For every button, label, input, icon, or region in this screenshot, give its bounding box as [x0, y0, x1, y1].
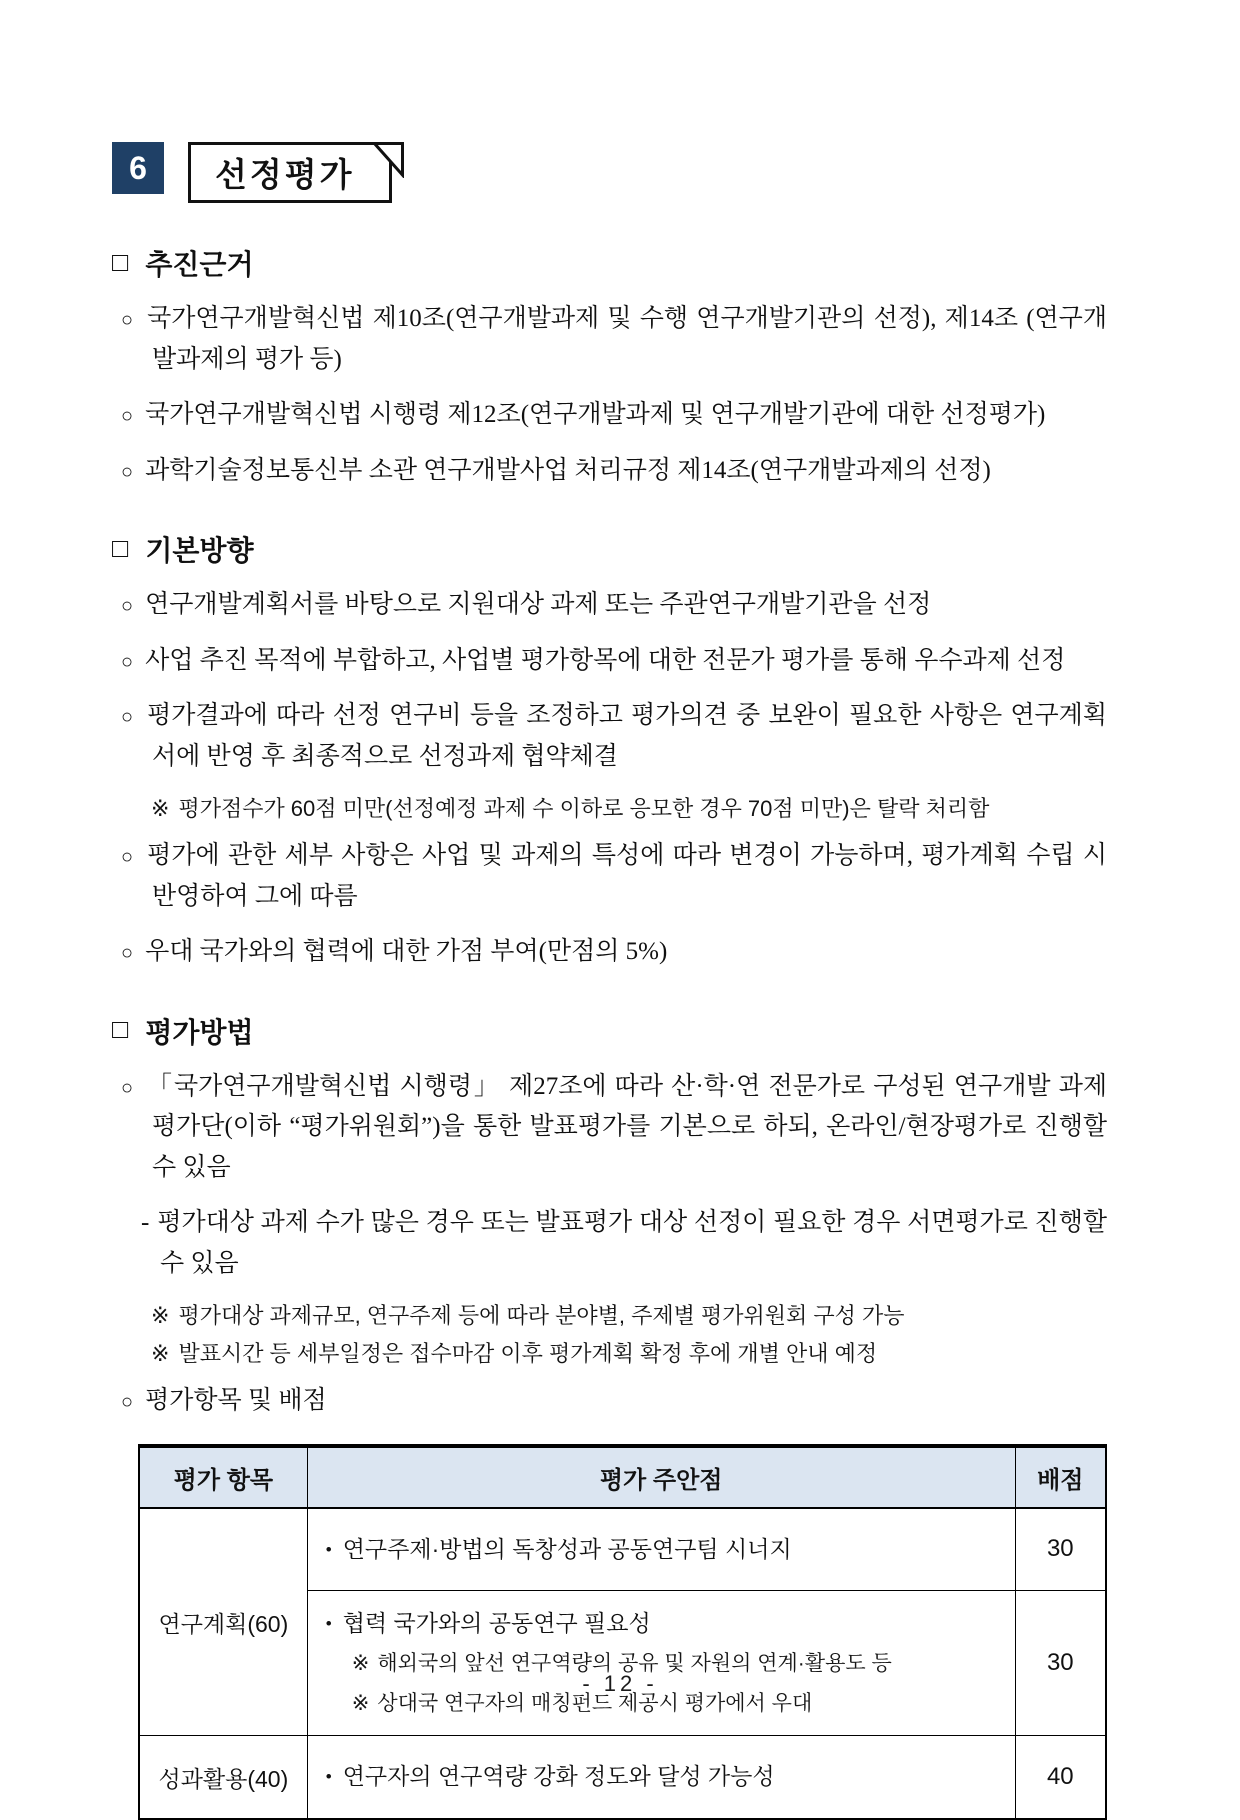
circle-bullet-icon: ○ — [121, 846, 136, 869]
note-mark-icon: ※ — [351, 1691, 370, 1715]
dot-bullet-icon: • — [325, 1614, 332, 1634]
section-method — [110, 1011, 1107, 1422]
item-label-cell: 성과활용(40) — [139, 1736, 307, 1819]
focus-bullet-line — [326, 1533, 997, 1566]
circle-bullet-icon: ○ — [121, 405, 134, 427]
list-item — [110, 836, 1107, 917]
score-cell: 30 — [1015, 1508, 1106, 1591]
list-item-text: 평가에 관한 세부 사항은 사업 및 과제의 특성에 따라 변경이 가능하며, 평가계획 수립 시 반영하여 그에 따름 — [147, 842, 1107, 910]
circle-bullet-icon: ○ — [121, 595, 134, 617]
focus-bullet-line — [326, 1760, 997, 1793]
square-bullet-icon: □ — [112, 1014, 129, 1045]
section-header — [112, 142, 1107, 203]
reference-note-text: 평가점수가 60점 미만(선정예정 과제 수 이하로 응모한 경우 70점 미만)은 탈락 처리함 — [178, 796, 990, 821]
list-item-text: 국가연구개발혁신법 제10조(연구개발과제 및 수행 연구개발기관의 선정), 제14조 (연구개발과제의 평가 등) — [147, 305, 1107, 373]
reference-note — [110, 1299, 1107, 1333]
item-label-cell: 연구계획(60) — [139, 1508, 307, 1736]
focus-note-text: 상대국 연구자의 매칭펀드 제공시 평가에서 우대 — [377, 1691, 813, 1715]
circle-bullet-icon: ○ — [121, 309, 136, 331]
reference-note — [110, 1337, 1107, 1371]
circle-bullet-icon: ○ — [121, 1076, 136, 1099]
note-mark-icon: ※ — [151, 1341, 170, 1367]
section-basis-heading — [112, 243, 1107, 283]
list-item-text: 우대 국가와의 협력에 대한 가점 부여(만점의 5%) — [145, 938, 668, 966]
section-method-heading — [112, 1011, 1107, 1051]
score-cell: 30 — [1015, 1591, 1106, 1736]
focus-text: 연구주제·방법의 독창성과 공동연구팀 시너지 — [342, 1535, 792, 1562]
section-number: 6 — [129, 149, 147, 186]
list-item-text: 평가항목 및 배점 — [145, 1387, 327, 1415]
column-header-focus: 평가 주안점 — [307, 1446, 1015, 1508]
section-direction — [110, 529, 1107, 973]
dot-bullet-icon: • — [325, 1539, 332, 1559]
note-mark-icon: ※ — [151, 796, 170, 821]
focus-cell — [307, 1508, 1015, 1591]
section-title: 선정평가 — [215, 156, 355, 193]
list-item-text: 사업 추진 목적에 부합하고, 사업별 평가항목에 대한 전문가 평가를 통해 우수과제 선정 — [145, 646, 1066, 674]
evaluation-table-wrap — [138, 1444, 1107, 1820]
reference-note-text: 평가대상 과제규모, 연구주제 등에 따라 분야별, 주제별 평가위원회 구성 가능 — [178, 1303, 905, 1329]
section-title-box — [188, 142, 392, 203]
sub-list-item-text: 평가대상 과제 수가 많은 경우 또는 발표평가 대상 선정이 필요한 경우 서면평가로 진행할 수 있음 — [157, 1209, 1107, 1277]
focus-text: 연구자의 연구역량 강화 정도와 달성 가능성 — [342, 1763, 775, 1790]
note-mark-icon: ※ — [351, 1652, 370, 1676]
square-bullet-icon: □ — [112, 532, 129, 563]
section-number-badge — [112, 142, 164, 194]
column-header-item: 평가 항목 — [139, 1446, 307, 1508]
list-item — [110, 1067, 1107, 1189]
dash-bullet-icon: - — [141, 1209, 150, 1237]
list-item-text: 「국가연구개발혁신법 시행령」 제27조에 따라 산·학·연 전문가로 구성된 연구개발 과제평가단(이하 “평가위원회”)을 통한 발표평가를 기본으로 하되, 온라인/현장평가로 진행할 수 있음 — [147, 1072, 1107, 1181]
table-row — [139, 1736, 1106, 1819]
score-cell: 40 — [1015, 1736, 1106, 1819]
focus-cell — [307, 1736, 1015, 1819]
list-item — [110, 641, 1107, 682]
table-header-row — [139, 1446, 1106, 1508]
folded-corner-icon — [373, 142, 404, 178]
list-item — [110, 299, 1107, 380]
evaluation-table — [138, 1444, 1107, 1820]
circle-bullet-icon: ○ — [121, 1391, 134, 1414]
circle-bullet-icon: ○ — [121, 942, 134, 965]
column-header-score: 배점 — [1015, 1446, 1106, 1508]
table-row — [139, 1508, 1106, 1591]
section-heading-label: 평가방법 — [145, 1017, 254, 1049]
list-item — [110, 1381, 1107, 1422]
list-item-text: 과학기술정보통신부 소관 연구개발사업 처리규정 제14조(연구개발과제의 선정) — [145, 456, 991, 484]
section-heading-label: 추진근거 — [145, 250, 254, 281]
note-mark-icon: ※ — [151, 1303, 170, 1329]
list-item — [110, 696, 1107, 777]
section-basis — [110, 243, 1107, 491]
list-item — [110, 395, 1107, 436]
section-direction-heading — [112, 529, 1107, 569]
sub-list-item — [110, 1203, 1107, 1284]
focus-bullet-line — [326, 1607, 997, 1640]
circle-bullet-icon: ○ — [121, 706, 136, 728]
list-item — [110, 451, 1107, 492]
list-item-text: 국가연구개발혁신법 시행령 제12조(연구개발과제 및 연구개발기관에 대한 선정평가) — [145, 401, 1046, 428]
section-heading-label: 기본방향 — [145, 536, 254, 567]
page-number: - 12 - — [582, 1671, 658, 1696]
focus-cell — [307, 1591, 1015, 1736]
reference-note — [110, 792, 1107, 826]
circle-bullet-icon: ○ — [121, 650, 134, 673]
focus-text: 협력 국가와의 공동연구 필요성 — [342, 1610, 651, 1637]
focus-note-text: 해외국의 앞선 연구역량의 공유 및 자원의 연계·활용도 등 — [377, 1652, 892, 1676]
reference-note-text: 발표시간 등 세부일정은 접수마감 이후 평가계획 확정 후에 개별 안내 예정 — [178, 1341, 878, 1367]
list-item — [110, 585, 1107, 626]
list-item-text: 연구개발계획서를 바탕으로 지원대상 과제 또는 주관연구개발기관을 선정 — [145, 591, 932, 618]
circle-bullet-icon: ○ — [121, 460, 134, 483]
list-item-text: 평가결과에 따라 선정 연구비 등을 조정하고 평가의견 중 보완이 필요한 사항은 연구계획서에 반영 후 최종적으로 선정과제 협약체결 — [147, 702, 1107, 770]
square-bullet-icon: □ — [112, 246, 129, 277]
list-item — [110, 932, 1107, 973]
dot-bullet-icon: • — [325, 1767, 332, 1787]
